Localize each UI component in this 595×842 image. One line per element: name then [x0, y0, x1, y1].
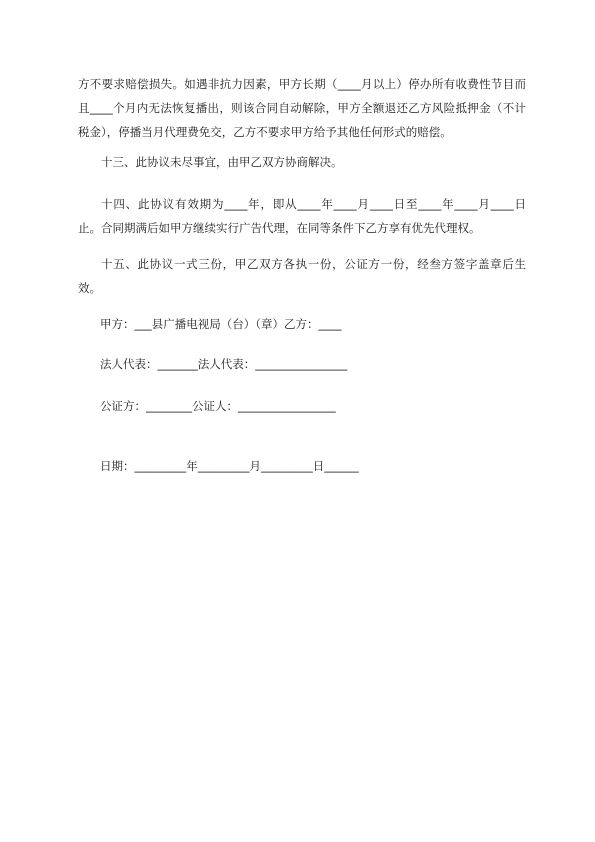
signature-notary-line: 公证方：________公证人：_________________ — [100, 399, 336, 413]
paragraph-clause-15: 十五、此协议一式三份，甲乙双方各执一份，公证方一份，经叁方签字盖章后生效。 — [78, 257, 526, 295]
paragraph-clause-13: 十三、此协议未尽事宜，由甲乙双方协商解决。 — [101, 155, 343, 169]
signature-date-line: 日期：_________年_________月_________日______ — [100, 459, 359, 473]
paragraph-clause-14: 十四、此协议有效期为____年，即从____年____月____日至____年____月____日止。合同期满后如甲方继续实行广告代理，在同等条件下乙方享有优先代理权。 — [78, 197, 526, 235]
signature-parties-line: 甲方：___县广播电视局（台）（章）乙方：____ — [100, 317, 342, 331]
signature-legal-representatives-line: 法人代表：_______法人代表：________________ — [100, 357, 348, 371]
paragraph-force-majeure: 方不要求赔偿损失。如遇非抗力因素，甲方长期（____月以上）停办所有收费性节目而且____个月内无法恢复播出，则该合同自动解除，甲方全额退还乙方风险抵押金（不计税金），停播当月代理费免交，乙方不要求甲方给予其他任何形式的赔偿。 — [78, 77, 526, 139]
